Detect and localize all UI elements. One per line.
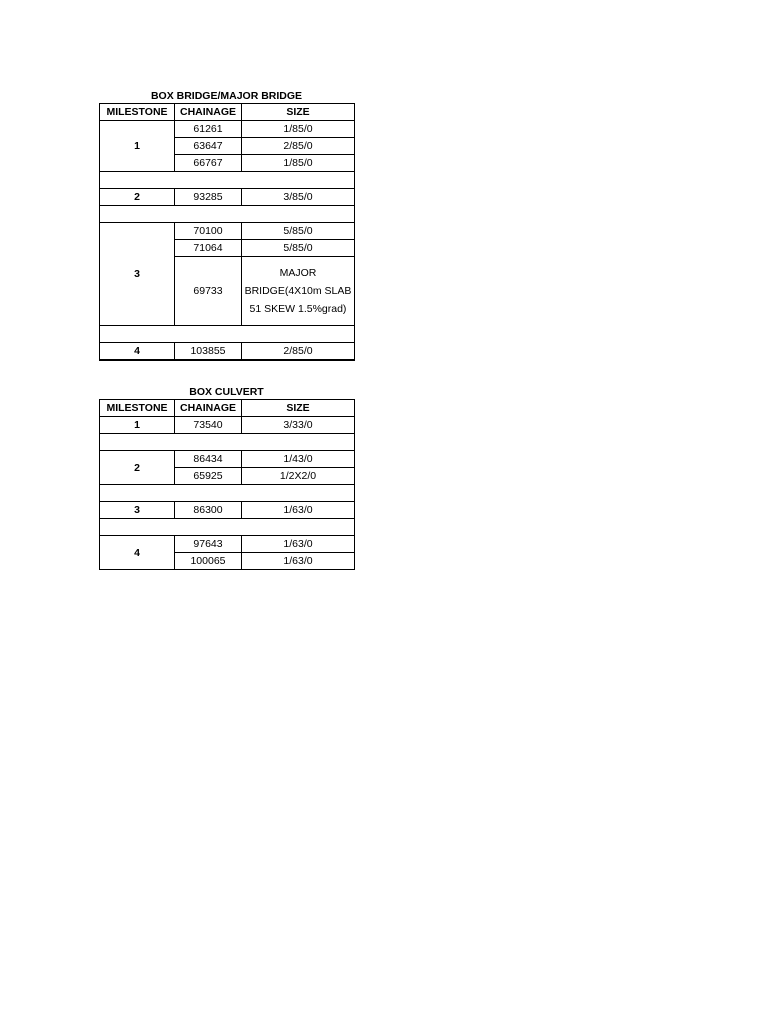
culvert-table: [99, 399, 355, 570]
milestone-cell: 2: [100, 451, 175, 485]
chainage-cell: 63647: [175, 138, 242, 155]
chainage-cell: 93285: [175, 189, 242, 206]
size-cell: 1/85/0: [242, 121, 355, 138]
size-cell: 3/85/0: [242, 189, 355, 206]
milestone-cell: 1: [100, 121, 175, 172]
milestone-cell: 3: [100, 223, 175, 326]
size-line: 51 SKEW 1.5%grad): [249, 303, 347, 315]
header-milestone: MILESTONE: [100, 104, 175, 121]
table-row: [100, 189, 355, 206]
table-row: [100, 121, 355, 138]
milestone-cell: 2: [100, 189, 175, 206]
table-row: [100, 223, 355, 240]
header-chainage: CHAINAGE: [175, 104, 242, 121]
milestone-cell: 1: [100, 417, 175, 434]
size-cell: 1/85/0: [242, 155, 355, 172]
size-cell: 1/2X2/0: [242, 468, 355, 485]
size-cell: 5/85/0: [242, 223, 355, 240]
size-cell: 1/63/0: [242, 502, 355, 519]
size-cell: 3/33/0: [242, 417, 355, 434]
milestone-cell: 4: [100, 536, 175, 570]
size-cell: 2/85/0: [242, 138, 355, 155]
spacer-row: [100, 519, 355, 536]
spacer-row: [100, 434, 355, 451]
milestone-cell: 3: [100, 502, 175, 519]
spacer-row: [100, 485, 355, 502]
chainage-cell: 66767: [175, 155, 242, 172]
size-cell: 1/43/0: [242, 451, 355, 468]
spacer-row: [100, 326, 355, 343]
size-line: MAJOR: [279, 267, 317, 279]
chainage-cell: 103855: [175, 343, 242, 361]
header-milestone: MILESTONE: [100, 400, 175, 417]
header-chainage: CHAINAGE: [175, 400, 242, 417]
chainage-cell: 73540: [175, 417, 242, 434]
table-row: [100, 417, 355, 434]
spacer-row: [100, 172, 355, 189]
milestone-cell: 4: [100, 343, 175, 361]
chainage-cell: 71064: [175, 240, 242, 257]
bridge-table-title: BOX BRIDGE/MAJOR BRIDGE: [150, 90, 303, 102]
size-cell: 1/63/0: [242, 536, 355, 553]
chainage-cell: 86434: [175, 451, 242, 468]
bridge-section: [99, 89, 354, 361]
size-line: BRIDGE(4X10m SLAB: [244, 285, 352, 297]
chainage-cell: 69733: [175, 257, 242, 326]
size-cell: 5/85/0: [242, 240, 355, 257]
size-cell: 1/63/0: [242, 553, 355, 570]
chainage-cell: 61261: [175, 121, 242, 138]
bridge-table: [99, 103, 355, 361]
spacer-row: [100, 206, 355, 223]
culvert-table-title: BOX CULVERT: [189, 386, 264, 398]
chainage-cell: 100065: [175, 553, 242, 570]
chainage-cell: 86300: [175, 502, 242, 519]
culvert-section: [99, 385, 354, 570]
table-row: [100, 502, 355, 519]
table-row: [100, 536, 355, 553]
table-row: [100, 343, 355, 361]
major-bridge-size-cell: [242, 257, 355, 326]
header-size: SIZE: [242, 400, 355, 417]
chainage-cell: 70100: [175, 223, 242, 240]
size-cell: 2/85/0: [242, 343, 355, 361]
chainage-cell: 97643: [175, 536, 242, 553]
chainage-cell: 65925: [175, 468, 242, 485]
table-row: [100, 451, 355, 468]
header-row: [100, 104, 355, 121]
header-size: SIZE: [242, 104, 355, 121]
header-row: [100, 400, 355, 417]
